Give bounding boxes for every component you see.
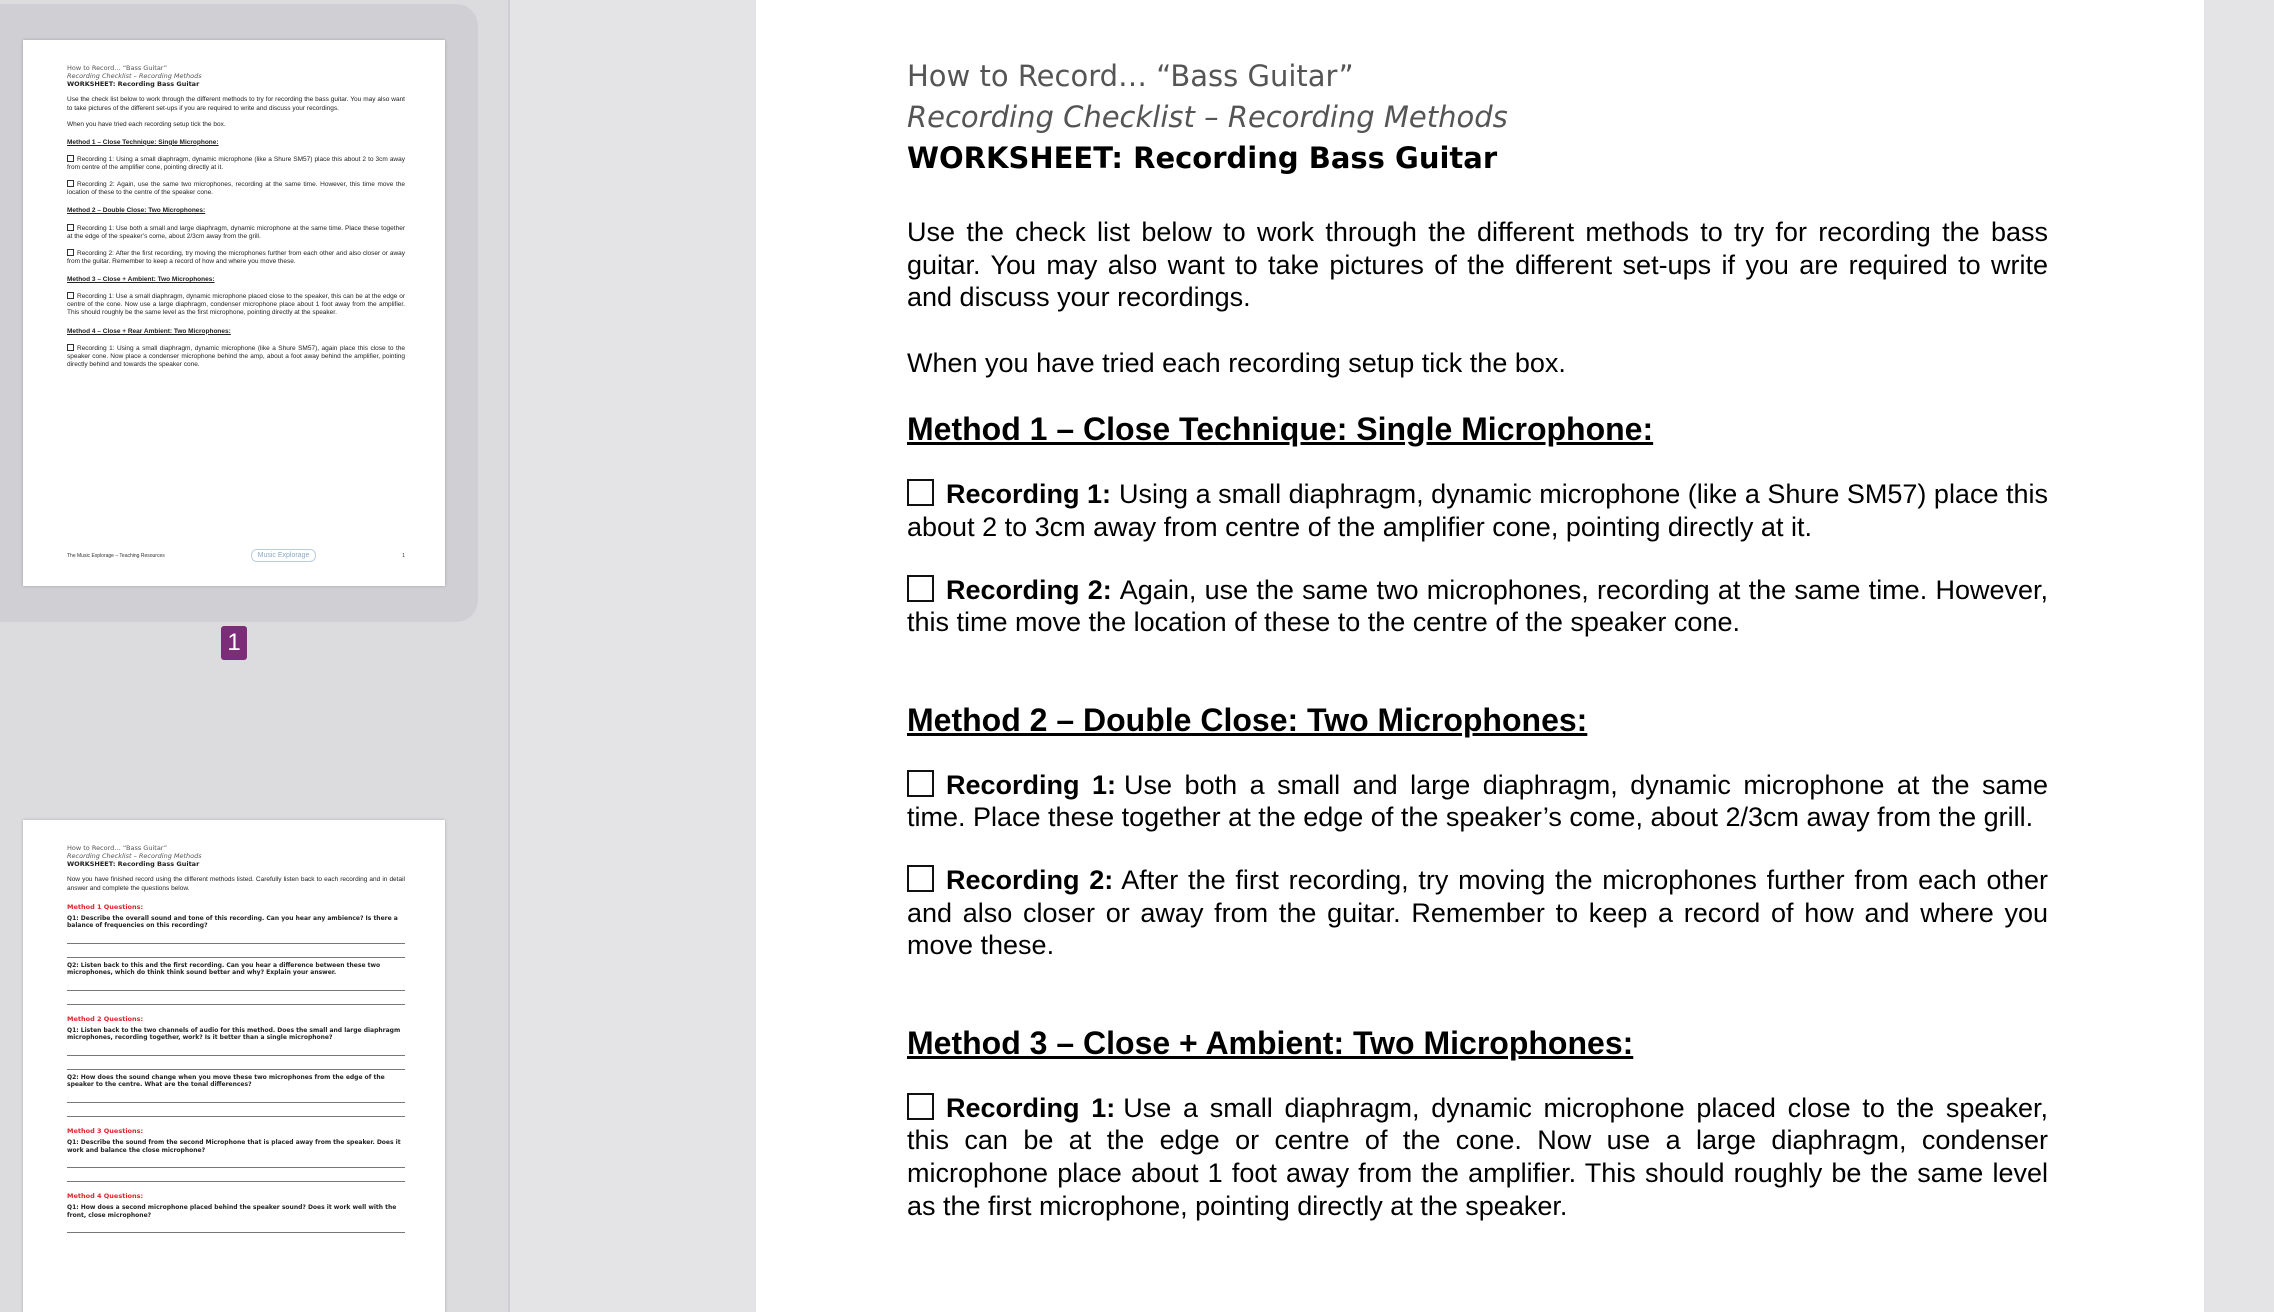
- thumb-footer-page: 1: [402, 552, 405, 559]
- recording-text: After the first recording, try moving the microphones further from each other and also closer or away from the guitar. Remember to keep a record of how and where you move these.: [907, 864, 2048, 961]
- checkbox[interactable]: [907, 575, 934, 602]
- document-title: How to Record… “Bass Guitar”: [907, 59, 1354, 93]
- page-content: [907, 56, 2048, 1222]
- thumb-recording: Recording 1: Use both a small and large diaphragm, dynamic microphone at the same time. Place these together at the edge of the speaker’s come, about 2/3cm away from the grill.: [67, 224, 405, 240]
- method-2-heading: Method 2 – Double Close: Two Microphones:: [907, 701, 1588, 738]
- worksheet-title: WORKSHEET: Recording Bass Guitar: [907, 141, 1498, 175]
- answer-line: [67, 1116, 405, 1117]
- thumb-question-heading: Method 3 Questions:: [67, 1126, 144, 1135]
- thumb-checkbox: [67, 292, 74, 299]
- thumb-checkbox: [67, 344, 74, 351]
- recording-label: Recording 1:: [946, 479, 1112, 510]
- thumb-title: How to Record… “Bass Guitar”: [67, 64, 168, 72]
- thumb-method-heading: Method 4 – Close + Rear Ambient: Two Microphones:: [67, 327, 231, 335]
- thumb-worksheet-title: WORKSHEET: Recording Bass Guitar: [67, 860, 200, 869]
- thumb-recording: Recording 1: Using a small diaphragm, dynamic microphone (like a Shure SM57), again place this close to the speaker cone. Now place a condenser microphone behind the amp, about a foot away behind the amplifier, pointing directly behind and towards the speaker cone.: [67, 344, 405, 368]
- recording-text: Using a small diaphragm, dynamic microphone (like a Shure SM57) place this about 2 to 3cm away from centre of the amplifier cone, pointing directly at it.: [907, 479, 2048, 542]
- answer-line: [67, 1069, 405, 1070]
- thumb-recording: Recording 1: Use a small diaphragm, dynamic microphone placed close to the speaker, this can be at the edge or centre of the cone. Now use a large diaphragm, condenser microphone place about 1 foot away from the amplifier. This should roughly be the same level as the first microphone, pointing directly at the speaker.: [67, 293, 405, 317]
- thumb-subtitle: Recording Checklist – Recording Methods: [67, 72, 202, 81]
- method-1-recording-2: [907, 574, 2048, 639]
- answer-line: [67, 943, 405, 944]
- method-2-recording-1: [907, 769, 2048, 834]
- thumbnail-sidebar: [0, 0, 510, 1312]
- music-explorage-logo: Music Explorage: [251, 549, 317, 562]
- answer-line: [67, 1055, 405, 1056]
- answer-line: [67, 1102, 405, 1103]
- method-3-recording-1: [907, 1092, 2048, 1222]
- answer-line: [67, 1004, 405, 1005]
- viewer-background-right: [2204, 0, 2274, 1312]
- thumb-checkbox: [67, 249, 74, 256]
- thumb-title: How to Record… “Bass Guitar”: [67, 844, 168, 852]
- checkbox[interactable]: [907, 770, 934, 797]
- recording-text: Use both a small and large diaphragm, dynamic microphone at the same time. Place these together at the edge of the speaker’s come, about 2/3cm away from the grill.: [907, 769, 2048, 833]
- method-3-heading: Method 3 – Close + Ambient: Two Microphones:: [907, 1024, 1634, 1061]
- thumb-question: Q1: Describe the overall sound and tone of this recording. Can you hear any ambience? Is there a balance of frequencies on this recording?: [67, 914, 398, 930]
- thumb-method-heading: Method 2 – Double Close: Two Microphones:: [67, 207, 206, 215]
- thumb-subtitle: Recording Checklist – Recording Methods: [67, 852, 202, 861]
- thumb-recording: Recording 1: Using a small diaphragm, dynamic microphone (like a Shure SM57) place this about 2 to 3cm away from centre of the amplifier cone, pointing directly at it.: [67, 155, 405, 171]
- thumb-recording: Recording 2: After the first recording, try moving the microphones further from each other and also closer or away from the guitar. Remember to keep a record of how and where you move these.: [67, 249, 405, 265]
- method-2-recording-2: [907, 864, 2048, 962]
- thumb-checkbox: [67, 155, 74, 162]
- page-thumbnail-1[interactable]: [23, 40, 445, 586]
- thumb-recording: Recording 2: Again, use the same two microphones, recording at the same time. However, this time move the location of these to the centre of the speaker cone.: [67, 181, 405, 197]
- method-1-heading: Method 1 – Close Technique: Single Microphone:: [907, 411, 1654, 448]
- thumb-question-heading: Method 1 Questions:: [67, 902, 144, 911]
- tick-instruction: When you have tried each recording setup tick the box.: [907, 347, 1566, 378]
- thumb-method-heading: Method 3 – Close + Ambient: Two Microphones:: [67, 276, 215, 283]
- thumb-tick: When you have tried each recording setup tick the box.: [67, 120, 226, 128]
- intro-paragraph: Use the check list below to work through the different methods to try for recording the bass guitar. You may also want to take pictures of the different set-ups if you are required to write and discuss your recordings.: [907, 217, 2048, 313]
- checkbox[interactable]: [907, 479, 934, 506]
- recording-text: Use a small diaphragm, dynamic microphone placed close to the speaker, this can be at the edge or centre of the cone. Now use a large diaphragm, condenser microphone place about 1 foot away from the amplifier. This should roughly be the same level as the first microphone, pointing directly at the speaker.: [907, 1092, 2048, 1221]
- answer-line: [67, 957, 405, 958]
- thumb-question: Q2: How does the sound change when you move these two microphones from the edge of the speaker to the centre. What are the tonal differences?: [67, 1073, 385, 1089]
- thumb-checkbox: [67, 180, 74, 187]
- answer-line: [67, 990, 405, 991]
- thumb-checkbox: [67, 224, 74, 231]
- page-number-badge: 1: [221, 626, 247, 660]
- recording-text: Again, use the same two microphones, recording at the same time. However, this time move the location of these to the centre of the speaker cone.: [907, 574, 2048, 638]
- thumb-intro: Use the check list below to work through the different methods to try for recording the bass guitar. You may also want to take pictures of the different set-ups if you are required to write and discuss your recordings.: [67, 96, 405, 112]
- checkbox[interactable]: [907, 1093, 934, 1120]
- answer-line: [67, 1167, 405, 1168]
- thumb-question-heading: Method 4 Questions:: [67, 1192, 144, 1200]
- thumb-question-heading: Method 2 Questions:: [67, 1014, 144, 1023]
- thumb-question: Q2: Listen back to this and the first recording. Can you hear a difference between these two microphones, which do think think sound better and why? Explain your answer.: [67, 961, 381, 977]
- recording-label: Recording 2:: [946, 864, 1114, 895]
- page-thumbnail-2[interactable]: [23, 820, 445, 1312]
- recording-label: Recording 1:: [946, 1092, 1116, 1123]
- thumb-worksheet-title: WORKSHEET: Recording Bass Guitar: [67, 80, 200, 89]
- method-1-recording-1: [907, 478, 2048, 543]
- thumb-intro: Now you have finished record using the different methods listed. Carefully listen back to each recording and in detail answer and complete the questions below.: [67, 876, 405, 892]
- thumb-question: Q1: How does a second microphone placed behind the speaker sound? Does it work well with the front, close microphone?: [67, 1204, 397, 1219]
- document-subtitle: Recording Checklist – Recording Methods: [907, 100, 1508, 134]
- recording-label: Recording 2:: [946, 574, 1112, 605]
- answer-line: [67, 1181, 405, 1182]
- thumb-footer-text: The Music Explorage – Teaching Resources: [67, 552, 165, 559]
- answer-line: [67, 1232, 405, 1233]
- thumb-footer: [67, 549, 405, 562]
- thumb-method-heading: Method 1 – Close Technique: Single Microphone:: [67, 138, 219, 146]
- checkbox[interactable]: [907, 865, 934, 892]
- recording-label: Recording 1:: [946, 769, 1117, 800]
- thumb-question: Q1: Describe the sound from the second Microphone that is placed away from the speaker. Does it work and balance the close microphone?: [67, 1139, 401, 1154]
- thumb-question: Q1: Listen back to the two channels of audio for this method. Does the small and large diaphragm microphones, recording together, work? Is it better than a single microphone?: [67, 1026, 401, 1042]
- document-page: [756, 0, 2204, 1312]
